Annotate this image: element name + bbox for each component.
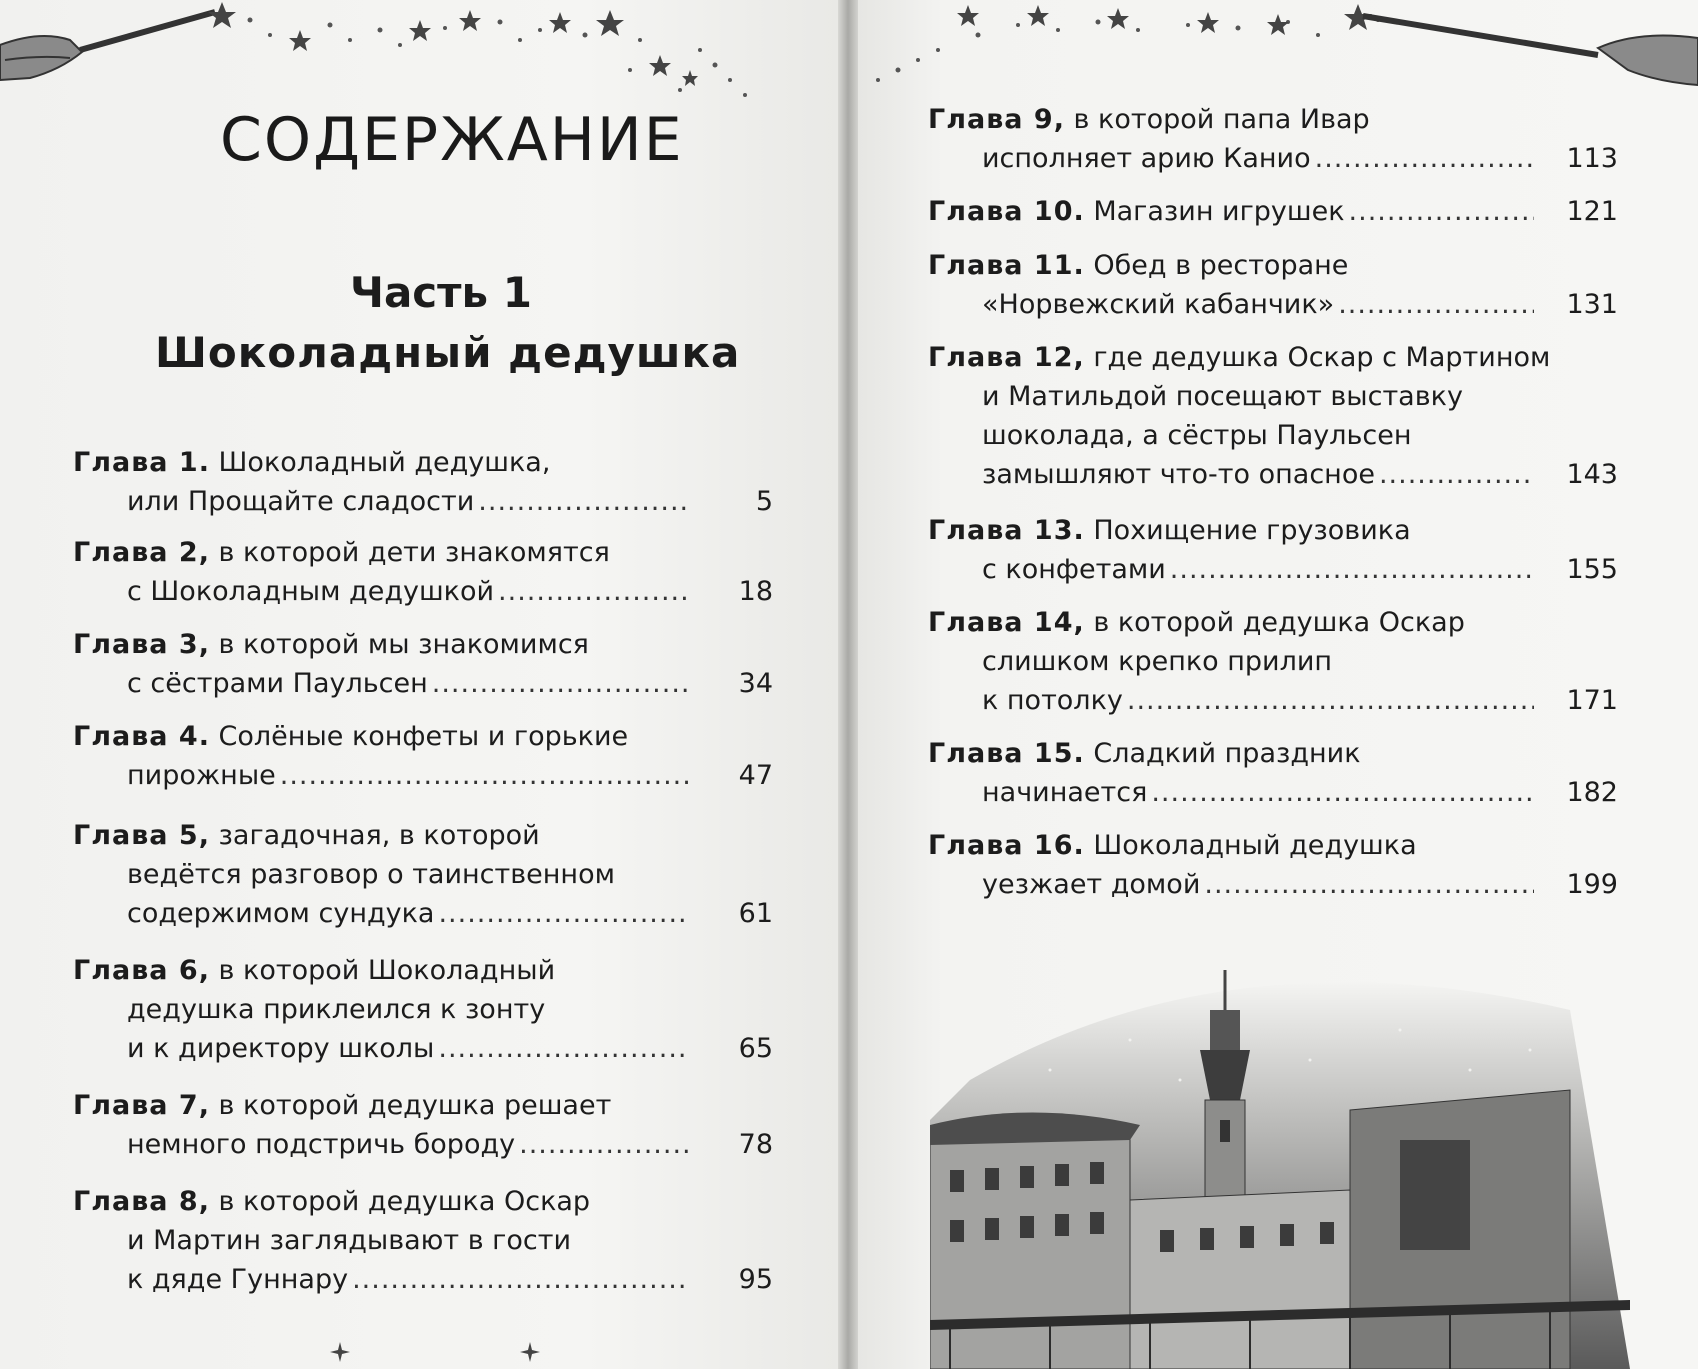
chapter-title-line: немного подстричь бороду [127,1129,516,1160]
page-number: 182 [1566,777,1618,808]
chapter-label: Глава 7, [73,1090,210,1121]
toc-heading: СОДЕРЖАНИЕ [220,105,684,175]
city-illustration [930,950,1630,1369]
page-number: 199 [1566,869,1618,900]
chapter-title-line: Шоколадный дедушка [1093,830,1417,861]
chapter-title-line: Сладкий праздник [1093,738,1361,769]
chapter-label: Глава 14, [928,607,1085,638]
chapter-label: Глава 9, [928,104,1065,135]
toc-entry[interactable] [73,533,773,611]
chapter-title-line: Похищение грузовика [1093,515,1411,546]
chapter-title-line: к потолку [982,685,1123,716]
chapter-title-line: к дяде Гуннару [127,1264,349,1295]
leader-dots [1170,550,1534,589]
chapter-title-line: уезжает домой [982,869,1201,900]
chapter-title-line: «Норвежский кабанчик» [982,289,1335,320]
toc-entry[interactable] [73,951,773,1068]
chapter-label: Глава 13. [928,515,1085,546]
chapter-title-line: исполняет арию Канио [982,143,1311,174]
page-number: 47 [738,760,773,791]
toc-entry[interactable] [73,1086,773,1164]
book-gutter [838,0,858,1369]
chapter-label: Глава 5, [73,820,210,851]
leader-dots [280,756,689,795]
chapter-title-line: слишком крепко прилип [982,646,1333,677]
toc-entry[interactable] [73,717,773,795]
chapter-title-line: в которой мы знакомимся [218,629,589,660]
leader-dots [352,1260,689,1299]
toc-entry[interactable] [73,443,773,521]
page-number: 155 [1566,554,1618,585]
page-number: 65 [738,1033,773,1064]
leader-dots [498,572,689,611]
leader-dots [1379,455,1534,494]
chapter-label: Глава 15. [928,738,1085,769]
toc-entry[interactable] [73,816,773,933]
chapter-label: Глава 3, [73,629,210,660]
chapter-label: Глава 2, [73,537,210,568]
page-number: 78 [738,1129,773,1160]
page-number: 113 [1566,143,1618,174]
toc-entry[interactable] [928,246,1618,324]
leader-dots [1349,192,1534,231]
leader-dots [1127,681,1534,720]
page-number: 143 [1566,459,1618,490]
chapter-title-line: замышляют что-то опасное [982,459,1375,490]
part-title: Шоколадный дедушка [155,328,741,377]
toc-entry[interactable] [73,625,773,703]
page-number: 18 [738,576,773,607]
page-number: 34 [738,668,773,699]
chapter-title-line: Магазин игрушек [1093,196,1345,227]
chapter-label: Глава 8, [73,1186,210,1217]
chapter-title-line: с Шоколадным дедушкой [127,576,495,607]
toc-entry[interactable] [928,734,1618,812]
chapter-title-line: в которой дедушка решает [218,1090,612,1121]
toc-entry[interactable] [928,511,1618,589]
bottom-stars-icon [330,1340,550,1369]
leader-dots [1151,773,1534,812]
chapter-label: Глава 6, [73,955,210,986]
page-number: 131 [1566,289,1618,320]
magic-wand-stars-right-icon [858,0,1698,100]
page-number: 121 [1566,196,1618,227]
toc-entry[interactable] [928,100,1618,178]
chapter-title-line: в которой Шоколадный [218,955,556,986]
chapter-title-line: в которой дедушка Оскар [218,1186,591,1217]
chapter-title-line: в которой дедушка Оскар [1093,607,1465,638]
chapter-title-line: шоколада, а сёстры Паульсен [982,420,1412,451]
chapter-label: Глава 1. [73,447,210,478]
toc-entry[interactable] [928,603,1618,720]
part-number: Часть 1 [350,268,532,317]
chapter-title-line: загадочная, в которой [218,820,540,851]
magic-wand-stars-left-icon [0,0,838,120]
chapter-title-line: в которой папа Ивар [1073,104,1370,135]
chapter-title-line: Обед в ресторане [1093,250,1349,281]
chapter-title-line: ведётся разговор о таинственном [127,859,615,890]
chapter-title-line: пирожные [127,760,276,791]
toc-entry[interactable] [73,1182,773,1299]
chapter-title-line: и к директору школы [127,1033,435,1064]
page-number: 95 [738,1264,773,1295]
toc-entry[interactable] [928,826,1618,904]
chapter-label: Глава 11. [928,250,1085,281]
page-number: 5 [755,486,773,517]
chapter-label: Глава 10. [928,196,1085,227]
chapter-title-line: и Мартин заглядывают в гости [127,1225,572,1256]
leader-dots [1338,285,1534,324]
page-number: 171 [1566,685,1618,716]
chapter-title-line: где дедушка Оскар с Мартином [1093,342,1551,373]
leader-dots [519,1125,689,1164]
chapter-title-line: Шоколадный дедушка, [218,447,551,478]
chapter-title-line: с конфетами [982,554,1166,585]
toc-entry[interactable] [928,338,1618,494]
leader-dots [438,894,689,933]
chapter-label: Глава 4. [73,721,210,752]
chapter-title-line: Солёные конфеты и горькие [218,721,629,752]
page-number: 61 [738,898,773,929]
leader-dots [1204,865,1534,904]
chapter-title-line: и Матильдой посещают выставку [982,381,1463,412]
leader-dots [1315,139,1534,178]
toc-entry[interactable] [928,192,1618,231]
chapter-title-line: содержимом сундука [127,898,435,929]
chapter-title-line: с сёстрами Паульсен [127,668,428,699]
chapter-label: Глава 12, [928,342,1085,373]
chapter-title-line: дедушка приклеился к зонту [127,994,546,1025]
chapter-title-line: в которой дети знакомятся [218,537,610,568]
leader-dots [432,664,689,703]
leader-dots [478,482,689,521]
chapter-label: Глава 16. [928,830,1085,861]
leader-dots [438,1029,689,1068]
chapter-title-line: начинается [982,777,1148,808]
chapter-title-line: или Прощайте сладости [127,486,475,517]
